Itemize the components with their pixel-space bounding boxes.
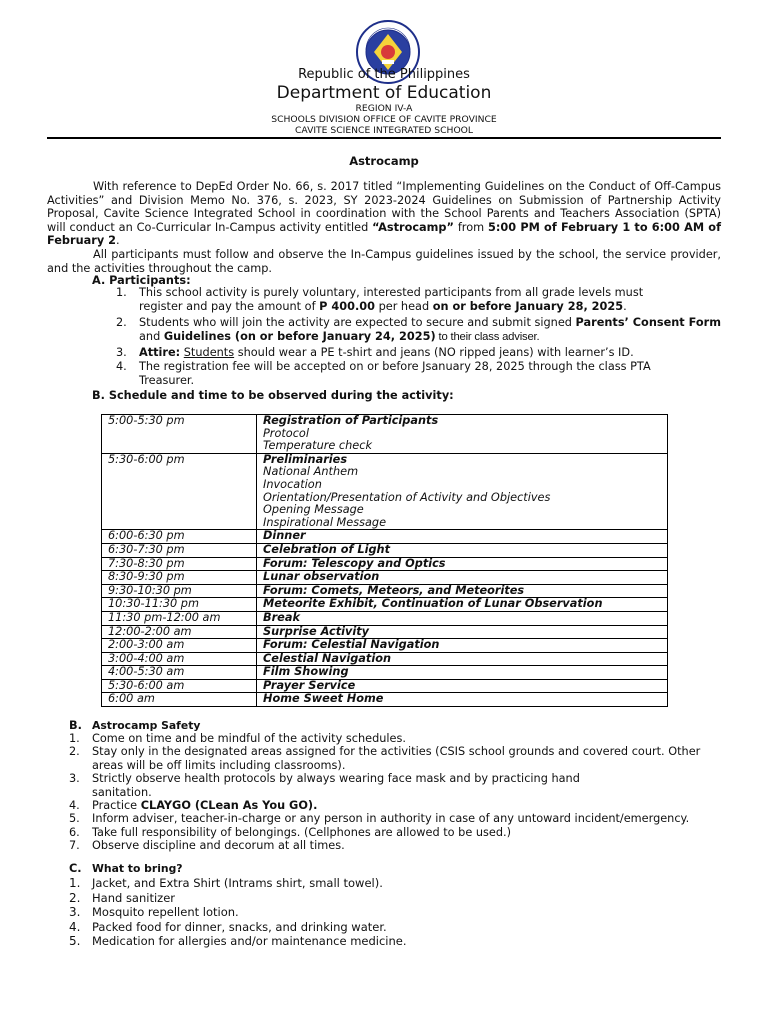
intro-paragraph (47, 180, 721, 275)
schedule-time: 5:30-6:00 pm (102, 453, 257, 530)
activity-title: Celestial Navigation (263, 651, 392, 665)
safety-item-line: Come on time and be mindful of the activity schedules. (92, 732, 406, 745)
activity-title: Prayer Service (263, 678, 356, 692)
participant-item-number: 4. (116, 360, 127, 373)
safety-item-line: areas will be off limits including classrooms). (92, 758, 346, 772)
schedule-activity (257, 557, 668, 571)
schedule-activity (257, 639, 668, 653)
participant-item-text: and (139, 329, 164, 343)
activity-subitem: Temperature check (263, 439, 372, 453)
bring-item-text: Jacket, and Extra Shirt (Intrams shirt, small towel). (92, 876, 383, 890)
activity-dates: 5:00 PM of February 1 to 6:00 AM of February 2 (47, 220, 721, 248)
bring-item-text: Medication for allergies and/or maintenance medicine. (92, 934, 407, 948)
activity-title: Meteorite Exhibit, Continuation of Lunar Observation (263, 597, 603, 611)
safety-item-number: 1. (69, 732, 80, 745)
schedule-time: 10:30-11:30 pm (102, 598, 257, 612)
activity-subitem: National Anthem (263, 465, 359, 479)
participant-item-text: per head (374, 299, 433, 313)
schedule-activity (257, 571, 668, 585)
participant-item-number: 1. (116, 286, 127, 299)
schedule-activity (257, 598, 668, 612)
safety-item-line: Strictly observe health protocols by always wearing face mask and by practicing hand (92, 772, 580, 786)
activity-name: “Astrocamp” (372, 220, 454, 234)
participant-item-number: 3. (116, 346, 127, 359)
safety-item-text (92, 826, 511, 839)
participant-item-text: Treasurer. (139, 373, 195, 387)
schedule-time: 9:30-10:30 pm (102, 584, 257, 598)
schedule-time: 5:30-6:00 am (102, 679, 257, 693)
claygo-text: CLAYGO (CLean As You GO). (140, 799, 318, 812)
safety-item-number: 4. (69, 799, 80, 812)
activity-subitem: Protocol (263, 426, 309, 440)
bring-item-number: 4. (69, 919, 81, 934)
safety-item-text (92, 772, 580, 785)
safety-item-number: 5. (69, 812, 80, 826)
activity-title: Preliminaries (263, 452, 348, 466)
activity-title: Break (263, 610, 300, 624)
safety-item-number: 2. (69, 745, 80, 759)
fee-deadline: on or before January 28, 2025 (432, 299, 624, 313)
safety-heading: Astrocamp Safety (92, 719, 201, 732)
activity-subitem: Inspirational Message (263, 515, 387, 529)
activity-title: Film Showing (263, 665, 349, 679)
safety-item-line: Practice (92, 799, 141, 812)
participant-item-text: This school activity is purely voluntary, interested participants from all grade levels must (139, 286, 644, 299)
school-text: CAVITE SCIENCE INTEGRATED SCHOOL (294, 125, 474, 136)
schedule-row (102, 611, 668, 625)
division-text: SCHOOLS DIVISION OFFICE OF CAVITE PROVINCE (271, 114, 497, 125)
schedule-activity (257, 652, 668, 666)
safety-item-line: Inform adviser, teacher-in-charge or any person in authority in case of any untoward incident/emergency. (92, 812, 690, 826)
safety-item-number: 3. (69, 772, 80, 786)
participant-item-3 (139, 346, 729, 360)
schedule-time: 11:30 pm-12:00 am (102, 611, 257, 625)
safety-letter: B. (69, 719, 82, 732)
bring-item-number: 5. (69, 934, 81, 948)
activity-title: Celebration of Light (263, 542, 390, 556)
bring-item-number: 3. (69, 905, 81, 919)
safety-item-text (92, 732, 406, 745)
activity-title: Forum: Telescopy and Optics (263, 556, 446, 570)
participant-item-text: . (623, 299, 627, 313)
schedule-row (102, 652, 668, 666)
safety-item-line: Observe discipline and decorum at all times. (92, 839, 345, 853)
safety-item-text (92, 759, 345, 772)
safety-item-line: sanitation. (92, 785, 152, 799)
safety-item-text (92, 799, 317, 812)
bring-heading: What to bring? (92, 862, 183, 875)
republic-text: Republic of the Philippines (298, 67, 470, 82)
schedule-activity (257, 584, 668, 598)
activity-subitem: Opening Message (263, 503, 364, 517)
participant-item-text: register and pay the amount of (139, 299, 320, 313)
bring-item-text: Mosquito repellent lotion. (92, 905, 239, 919)
fee-amount: P 400.00 (319, 299, 375, 313)
intro-paragraph-2: All participants must follow and observe the In-Campus guidelines issued by the school, the service provider, and the activities throughout the camp. (47, 247, 721, 275)
schedule-time: 6:30-7:30 pm (102, 543, 257, 557)
participant-item-text: to their class adviser. (435, 330, 540, 343)
safety-item-text (92, 745, 700, 758)
schedule-heading: B. Schedule and time to be observed during the activity: (92, 389, 454, 402)
bring-item-text: Hand sanitizer (92, 890, 176, 905)
safety-item-text (92, 812, 689, 825)
participant-item-text: should wear a PE t-shirt and jeans (NO ripped jeans) with learner’s ID. (234, 346, 634, 359)
intro-text-from: from (453, 220, 488, 234)
intro-text: With reference to DepEd Order No. 66, s. 2017 titled “Implementing Guidelines on the Conduct of Off-Campus Activities” and Division Memo No. 376, s. 2023, SY 2023-2024 Guidelines on Submission of Partnership Activity Proposal, Cavite Science Integrated School in coordination with the School Parents and Teachers Association (SPTA) will conduct an Co-Curricular In-Campus activity entitled (47, 180, 721, 234)
safety-item-number: 7. (69, 839, 80, 853)
participant-item-1 (139, 286, 699, 313)
schedule-row (102, 415, 668, 454)
header-divider (47, 137, 721, 139)
schedule-time: 5:00-5:30 pm (102, 415, 257, 454)
participant-item-4 (139, 360, 699, 387)
bring-item-text: Packed food for dinner, snacks, and drinking water. (92, 919, 387, 934)
schedule-row (102, 693, 668, 707)
schedule-row (102, 453, 668, 530)
schedule-row (102, 679, 668, 693)
schedule-row (102, 666, 668, 680)
safety-item-number: 6. (69, 825, 80, 839)
schedule-time: 4:00-5:30 am (102, 666, 257, 680)
participant-item-text: The registration fee will be accepted on or before Jsanuary 28, 2025 through the class PTA (139, 360, 651, 373)
schedule-row (102, 639, 668, 653)
consent-form: Parents’ Consent Form (575, 316, 721, 329)
activity-title: Registration of Participants (263, 414, 439, 427)
participant-item-text: Students who will join the activity are expected to secure and submit signed (139, 316, 576, 329)
intro-text-end: . (115, 234, 120, 248)
schedule-row (102, 571, 668, 585)
schedule-row (102, 625, 668, 639)
students-text: Students (183, 346, 235, 359)
schedule-row (102, 543, 668, 557)
schedule-time: 8:30-9:30 pm (102, 571, 257, 585)
schedule-row (102, 584, 668, 598)
safety-item-text (92, 786, 152, 799)
safety-item-line: Stay only in the designated areas assigned for the activities (CSIS school grounds and covered court. Other (92, 745, 701, 759)
schedule-activity (257, 530, 668, 544)
schedule-time: 2:00-3:00 am (102, 639, 257, 653)
activity-title: Dinner (263, 529, 306, 543)
activity-subitem: Orientation/Presentation of Activity and Objectives (263, 490, 551, 504)
schedule-row (102, 557, 668, 571)
guidelines-deadline: Guidelines (on or before January 24, 2025) (163, 329, 436, 343)
activity-title: Home Sweet Home (263, 692, 384, 706)
schedule-activity (257, 625, 668, 639)
schedule-time: 6:00 am (102, 693, 257, 707)
schedule-activity (257, 611, 668, 625)
schedule-activity (257, 453, 668, 530)
department-title: Department of Education (276, 83, 492, 103)
schedule-time: 7:30-8:30 pm (102, 557, 257, 571)
participants-heading: A. Participants: (92, 274, 191, 287)
schedule-row (102, 530, 668, 544)
activity-title: Surprise Activity (263, 624, 369, 638)
schedule-activity (257, 666, 668, 680)
activity-title: Lunar observation (263, 570, 380, 584)
bring-item-number: 1. (69, 876, 81, 890)
safety-item-line: Take full responsibility of belongings. (Cellphones are allowed to be used.) (92, 825, 512, 839)
activity-subitem: Invocation (263, 477, 322, 491)
schedule-activity (257, 543, 668, 557)
schedule-table (101, 414, 668, 707)
schedule-row (102, 598, 668, 612)
schedule-time: 12:00-2:00 am (102, 625, 257, 639)
schedule-activity (257, 693, 668, 707)
activity-title: Forum: Comets, Meteors, and Meteorites (263, 583, 525, 597)
schedule-activity (257, 415, 668, 454)
safety-item-text (92, 839, 345, 852)
participant-item-2 (139, 316, 729, 344)
participant-item-number: 2. (116, 316, 127, 329)
activity-title: Forum: Celestial Navigation (263, 638, 440, 652)
bring-letter: C. (69, 862, 82, 875)
region-text: REGION IV-A (355, 103, 413, 114)
attire-label: Attire: (139, 346, 181, 359)
schedule-time: 3:00-4:00 am (102, 652, 257, 666)
schedule-activity (257, 679, 668, 693)
bring-item-number: 2. (69, 890, 81, 905)
schedule-time: 6:00-6:30 pm (102, 530, 257, 544)
document-title: Astrocamp (349, 154, 419, 168)
